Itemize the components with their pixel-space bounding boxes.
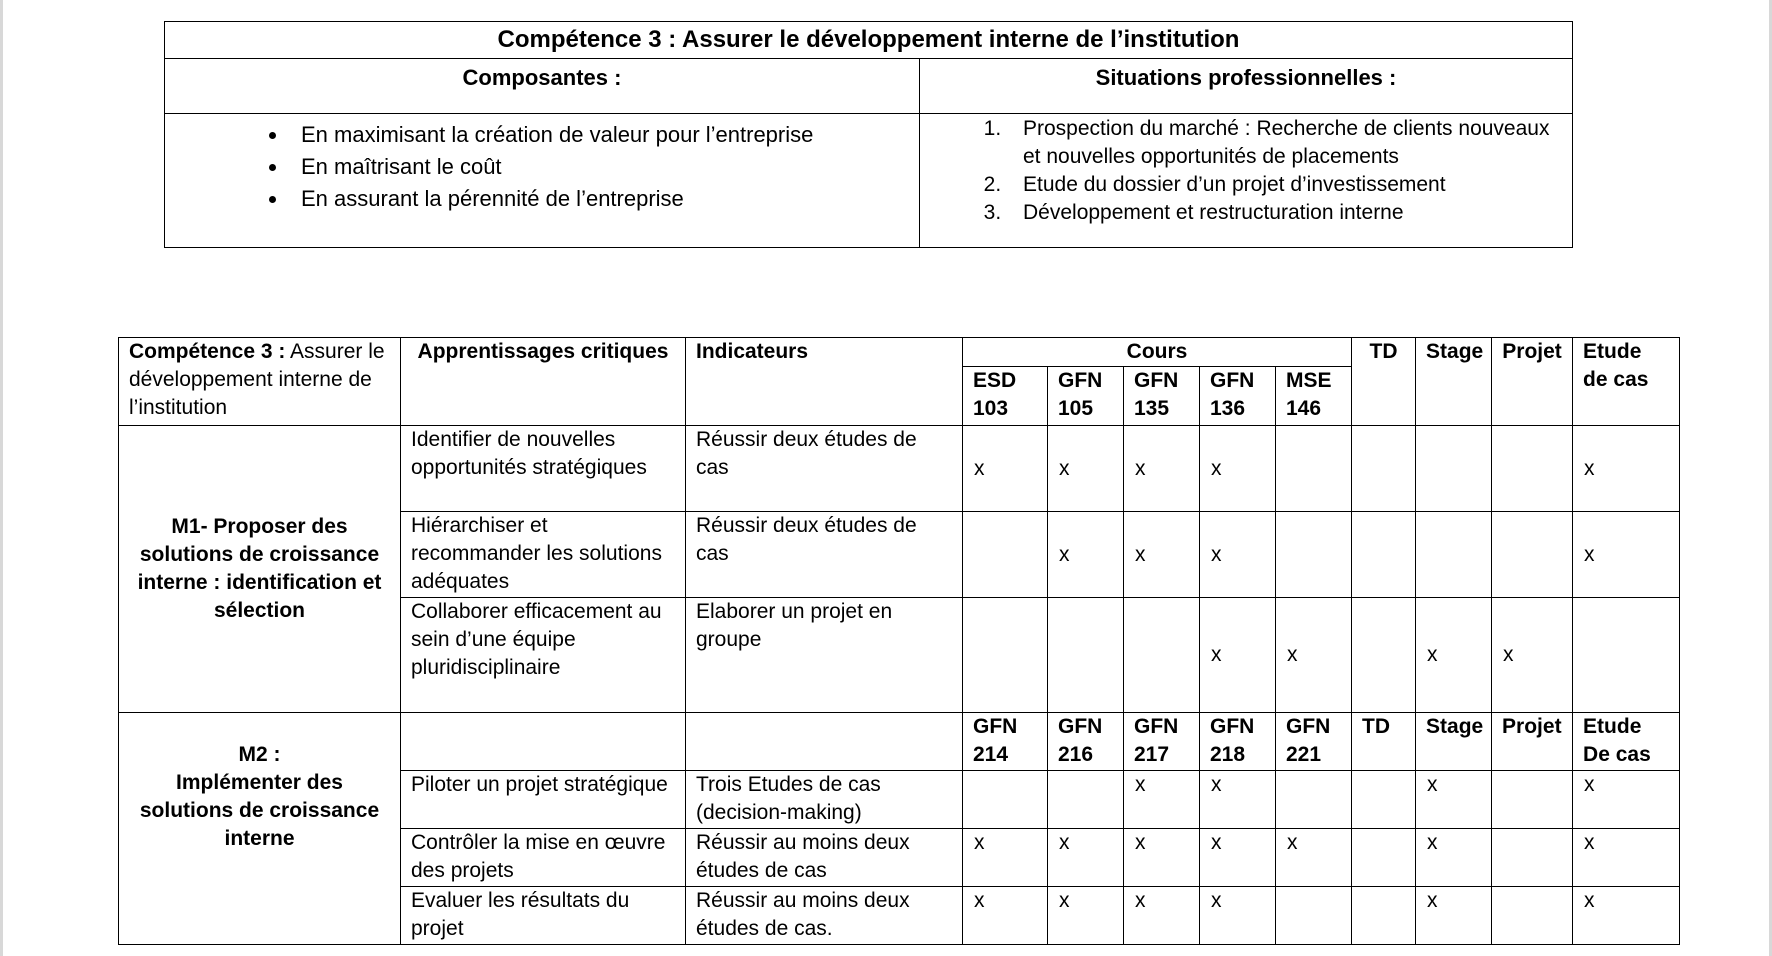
- mark-cell: [1352, 829, 1416, 887]
- indicateur-cell: Réussir au moins deux études de cas: [686, 829, 963, 887]
- mark-cell: x: [963, 426, 1048, 512]
- mark-cell: x: [1492, 598, 1573, 713]
- mark-cell: x: [1416, 598, 1492, 713]
- mark-cell: x: [1124, 887, 1200, 945]
- apprentissage-cell: Piloter un projet stratégique: [401, 771, 686, 829]
- course-header: GFN 135: [1124, 367, 1200, 426]
- mark-cell: x: [1573, 771, 1680, 829]
- mark-cell: x: [1200, 426, 1276, 512]
- mark-cell: [1492, 512, 1573, 598]
- td-header: TD: [1352, 338, 1416, 426]
- situations-cell: [920, 114, 1573, 248]
- course-header: GFN 105: [1048, 367, 1124, 426]
- table-row: [119, 713, 1680, 771]
- mark-cell: [1352, 771, 1416, 829]
- situation-item: 1. Prospection du marché : Recherche de clients nouveaux et nouvelles opportunités de placements: [1007, 115, 1572, 171]
- indicateur-cell: Réussir au moins deux études de cas.: [686, 887, 963, 945]
- situation-item: 3. Développement et restructuration interne: [1007, 199, 1572, 227]
- page-left-edge: [0, 0, 3, 956]
- mark-cell: [1352, 512, 1416, 598]
- mark-cell: x: [1124, 512, 1200, 598]
- indicateur-cell: Réussir deux études de cas: [686, 512, 963, 598]
- course-header: GFN 221: [1276, 713, 1352, 771]
- competence-header-text: Assurer le développement interne de l’institution: [129, 340, 385, 419]
- mark-cell: [1492, 426, 1573, 512]
- indicateur-cell: Réussir deux études de cas: [686, 426, 963, 512]
- mark-cell: x: [1276, 829, 1352, 887]
- competence-summary-table: [164, 21, 1573, 248]
- mark-cell: x: [1048, 829, 1124, 887]
- indicateurs-header: Indicateurs: [686, 338, 963, 426]
- m2-label-text: Implémenter des solutions de croissance interne: [139, 771, 380, 850]
- indicateur-cell: Trois Etudes de cas (decision-making): [686, 771, 963, 829]
- mark-cell: x: [1200, 771, 1276, 829]
- mark-cell: [1352, 598, 1416, 713]
- composante-item: • En assurant la pérennité de l’entreprise: [289, 183, 919, 215]
- mark-cell: x: [1573, 829, 1680, 887]
- apprentissage-cell: Collaborer efficacement au sein d’une équipe pluridisciplinaire: [401, 598, 686, 713]
- mark-cell: x: [1416, 771, 1492, 829]
- projet-header: Projet: [1492, 338, 1573, 426]
- course-header: ESD 103: [963, 367, 1048, 426]
- mark-cell: [1416, 512, 1492, 598]
- mark-cell: x: [1200, 512, 1276, 598]
- mark-cell: x: [1416, 887, 1492, 945]
- m2-label-cell: [119, 713, 401, 945]
- apprentissage-cell: Evaluer les résultats du projet: [401, 887, 686, 945]
- mark-cell: x: [1276, 598, 1352, 713]
- mark-cell: x: [1573, 512, 1680, 598]
- competence-header-cell: [119, 338, 401, 426]
- mark-cell: [1573, 598, 1680, 713]
- empty-cell: [401, 713, 686, 771]
- apprentissages-header: Apprentissages critiques: [401, 338, 686, 426]
- mark-cell: x: [963, 887, 1048, 945]
- situations-header: Situations professionnelles :: [920, 59, 1573, 114]
- mark-cell: [1048, 771, 1124, 829]
- situations-list: [920, 115, 1572, 227]
- table1-title: Compétence 3 : Assurer le développement interne de l’institution: [165, 22, 1573, 59]
- composantes-list: [165, 119, 919, 215]
- etude-header: Etude De cas: [1573, 713, 1680, 771]
- composante-item: • En maximisant la création de valeur pour l’entreprise: [289, 119, 919, 151]
- situation-item: 2. Etude du dossier d’un projet d’investissement: [1007, 171, 1572, 199]
- mark-cell: x: [963, 829, 1048, 887]
- mark-cell: [1276, 771, 1352, 829]
- empty-cell: [686, 713, 963, 771]
- mark-cell: [963, 771, 1048, 829]
- stage-header: Stage: [1416, 338, 1492, 426]
- mark-cell: x: [1573, 887, 1680, 945]
- mark-cell: [1492, 829, 1573, 887]
- composantes-cell: [165, 114, 920, 248]
- apprentissage-cell: Identifier de nouvelles opportunités stratégiques: [401, 426, 686, 512]
- mark-cell: x: [1048, 512, 1124, 598]
- indicateur-cell: Elaborer un projet en groupe: [686, 598, 963, 713]
- course-header: GFN 214: [963, 713, 1048, 771]
- mark-cell: [1492, 771, 1573, 829]
- competence-detail-table: [118, 337, 1680, 945]
- mark-cell: x: [1048, 887, 1124, 945]
- mark-cell: [1352, 887, 1416, 945]
- mark-cell: [1416, 426, 1492, 512]
- mark-cell: [1124, 598, 1200, 713]
- mark-cell: x: [1124, 829, 1200, 887]
- mark-cell: [1276, 512, 1352, 598]
- mark-cell: x: [1200, 887, 1276, 945]
- m2-label-title: M2 :: [238, 743, 281, 766]
- stage-header: Stage: [1416, 713, 1492, 771]
- apprentissage-cell: Hiérarchiser et recommander les solutions adéquates: [401, 512, 686, 598]
- course-header: GFN 218: [1200, 713, 1276, 771]
- mark-cell: [1276, 887, 1352, 945]
- apprentissage-cell: Contrôler la mise en œuvre des projets: [401, 829, 686, 887]
- mark-cell: x: [1416, 829, 1492, 887]
- projet-header: Projet: [1492, 713, 1573, 771]
- m1-label: M1- Proposer des solutions de croissance interne : identification et sélection: [119, 426, 401, 713]
- etude-header: Etude de cas: [1573, 338, 1680, 426]
- course-header: GFN 216: [1048, 713, 1124, 771]
- mark-cell: [963, 512, 1048, 598]
- mark-cell: [1352, 426, 1416, 512]
- cours-header: Cours: [963, 338, 1352, 367]
- mark-cell: x: [1124, 426, 1200, 512]
- mark-cell: x: [1573, 426, 1680, 512]
- course-header: GFN 136: [1200, 367, 1276, 426]
- course-header: GFN 217: [1124, 713, 1200, 771]
- mark-cell: [963, 598, 1048, 713]
- td-header: TD: [1352, 713, 1416, 771]
- mark-cell: x: [1200, 829, 1276, 887]
- composante-item: • En maîtrisant le coût: [289, 151, 919, 183]
- mark-cell: x: [1048, 426, 1124, 512]
- mark-cell: [1492, 887, 1573, 945]
- composantes-header: Composantes :: [165, 59, 920, 114]
- table-row: [119, 426, 1680, 512]
- course-header: MSE 146: [1276, 367, 1352, 426]
- mark-cell: [1048, 598, 1124, 713]
- competence-header-bold: Compétence 3 :: [129, 340, 286, 363]
- mark-cell: [1276, 426, 1352, 512]
- mark-cell: x: [1200, 598, 1276, 713]
- mark-cell: x: [1124, 771, 1200, 829]
